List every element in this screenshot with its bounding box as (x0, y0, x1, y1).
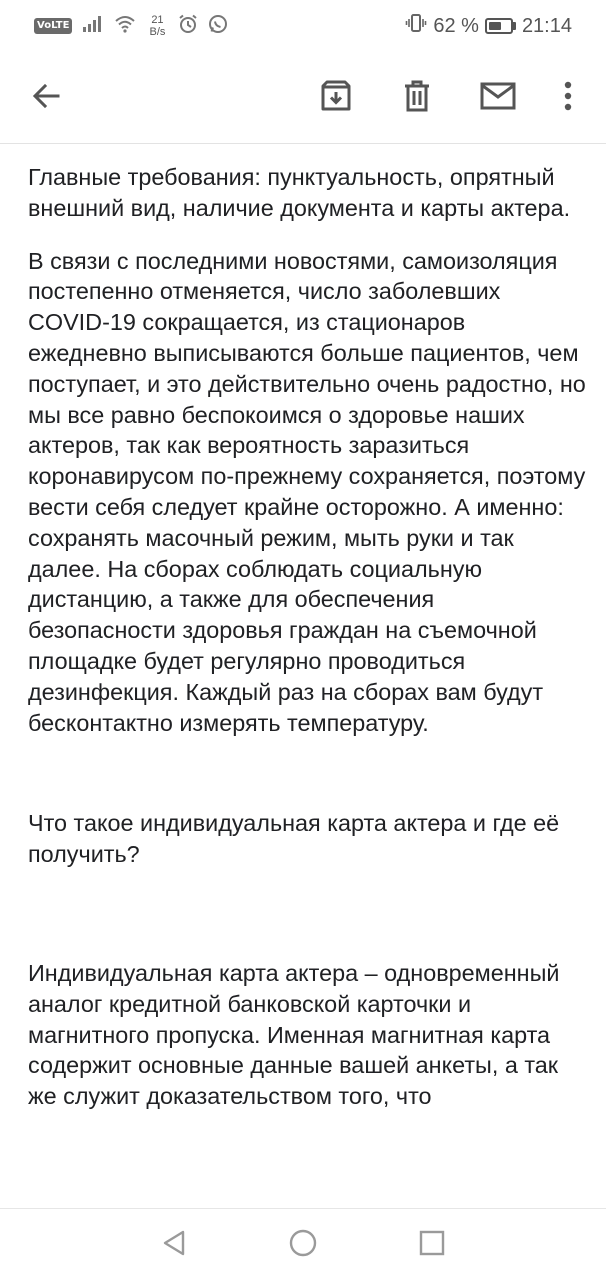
delete-button[interactable] (395, 76, 439, 120)
vibrate-icon (405, 13, 427, 39)
email-body (28, 162, 588, 1112)
clock: 21:14 (521, 14, 572, 37)
mark-unread-button[interactable] (476, 76, 520, 120)
trash-icon (400, 79, 434, 118)
battery-body (485, 18, 513, 34)
volte-badge: VoLTE (34, 18, 72, 34)
network-speed (146, 14, 168, 38)
status-right (405, 12, 572, 40)
arrow-back-icon (30, 80, 62, 117)
email-paragraph-requirements: Главные требования: пунктуальность, опрятный внешний вид, наличие документа и карты актера. (28, 164, 571, 221)
status-bar (0, 0, 606, 52)
email-toolbar (0, 52, 606, 144)
battery-tip (513, 22, 516, 30)
email-paragraph-covid: В связи с последними новостями, самоизоляция постепенно отменяется, число заболевших COVID-19 сокращается, из стационаров ежедневно выписываются больше пациентов, чем поступает, и это действительно очень радостно, но мы все равно беспокоимся о здоровье наших актеров, так как вероятность заразиться коронавирусом по-прежнему сохраняется, поэтому вести себя следует крайне осторожно. А именно: сохранять масочный режим, мыть руки и так далее. На сборах соблюдать социальную дистанцию, а также для обеспечения безопасности здоровья граждан на съемочной площадке будет регулярно проводиться дезинфекция. Каждый раз на сборах вам будут бесконтактно измерять температуру. (28, 247, 586, 736)
email-paragraph-card: Индивидуальная карта актера – одновременный аналог кредитной банковской карточки и магнитного пропуска. Именная магнитная карта содержит основные данные вашей анкеты, а так же служит доказательством того, что (28, 959, 560, 1110)
nav-home-circle-icon (288, 1228, 318, 1263)
nav-home-button[interactable] (283, 1225, 323, 1265)
nav-recent-square-icon (419, 1230, 445, 1261)
more-vert-icon (563, 81, 573, 116)
network-speed-unit: B/s (149, 26, 166, 38)
archive-button[interactable] (314, 76, 358, 120)
battery-percent: 62 % (433, 14, 479, 37)
whatsapp-icon (208, 14, 228, 39)
nav-recent-apps-button[interactable] (412, 1225, 452, 1265)
nav-back-triangle-icon (161, 1229, 187, 1262)
alarm-icon (178, 14, 198, 39)
more-options-button[interactable] (546, 76, 590, 120)
status-left (34, 12, 228, 40)
system-navigation-bar (0, 1208, 606, 1280)
archive-icon (319, 79, 353, 118)
battery-icon (485, 18, 516, 34)
network-speed-value: 21 (151, 14, 164, 26)
battery-fill (489, 22, 501, 30)
wifi-icon (114, 15, 136, 38)
email-paragraph-question: Что такое индивидуальная карта актера и где её получить? (28, 810, 560, 868)
signal-icon (82, 15, 104, 38)
nav-back-button[interactable] (154, 1225, 194, 1265)
mail-icon (480, 81, 516, 116)
back-button[interactable] (24, 76, 68, 120)
